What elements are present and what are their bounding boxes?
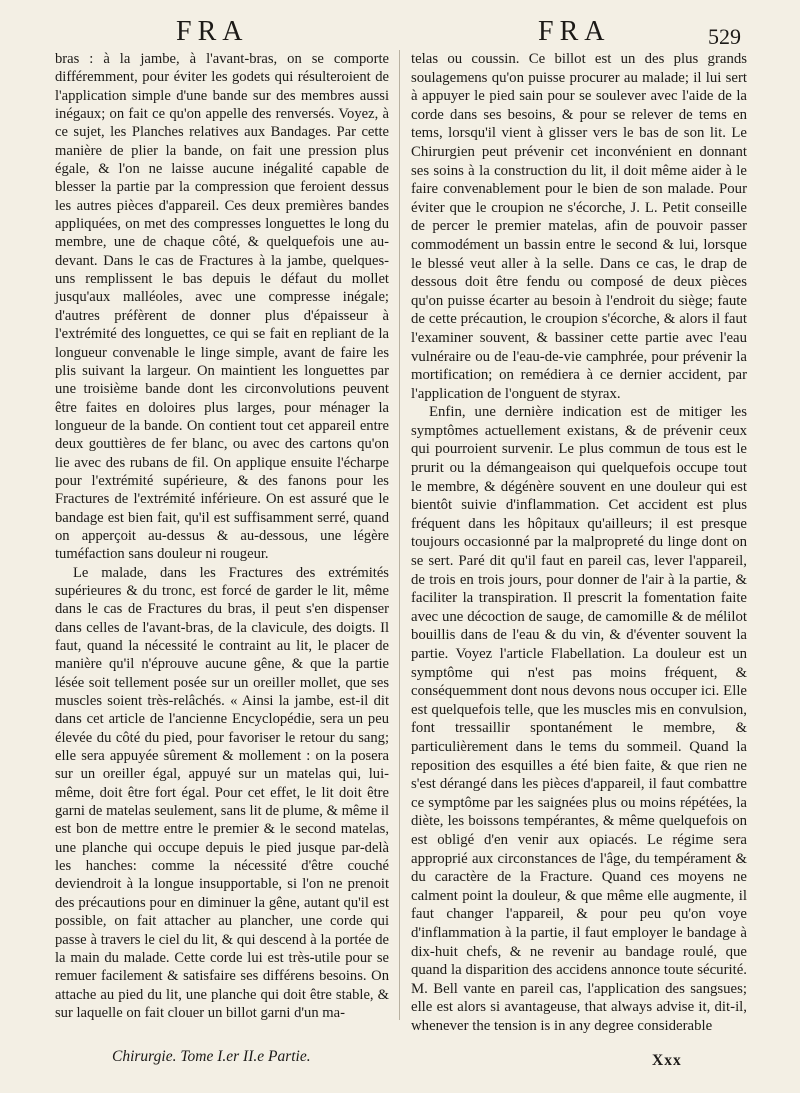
left-paragraph-1: bras : à la jambe, à l'avant-bras, on se comporte différemment, pour éviter les godets qui résulteroient de l'application simple d'une bande sur des membres aussi inégaux; on fait ce qu'on appelle des renversés. Voyez, à ce sujet, les Planches relatives aux Bandages. Par cette manière de plier la bande, on fait une pression plus égale, & l'on ne laisse aucune inégalité capable de blesser la partie par la compression que feroient dessus les autres pièces d'appareil. Ces deux premières bandes appliquées, on met des compresses longuettes le long du membre, une de chaque côté, & quelquefois une au-devant. Dans le cas de Fractures à la jambe, quelques-uns remplissent le bas depuis le défaut du mollet jusqu'aux malléoles, avec une compresse inégale; d'autres préfèrent de donner plus d'épaisseur à l'extrémité des longuettes, ce qui se fait en repliant de la longueur convenable le linge simple, avant de faire les plis suivant la largeur. On maintient les longuettes par une troisième bande dont les circonvolutions peuvent être faites en doloires plus larges, pour ménager la longueur de la bande. On contient tout cet appareil entre deux gouttières de fer blanc, ou avec des cartons qu'on lie avec des rubans de fil. On applique ensuite l'écharpe pour l'extrémité supérieure, & des fanons pour les Fractures de l'extrémité inférieure. On est assuré que le bandage est bien fait, qu'il est suffisamment serré, quand on apperçoit au-dessus & au-dessous, une légère tuméfaction sans douleur ni rougeur. xyxy=(55,51,389,563)
signature-line: Chirurgie. Tome I.er II.e Partie. xyxy=(112,1048,311,1065)
running-head-left: FRA xyxy=(176,16,249,47)
column-divider xyxy=(399,50,400,1020)
page-number: 529 xyxy=(708,24,741,49)
running-head-right: FRA xyxy=(538,16,611,47)
right-paragraph-1: telas ou coussin. Ce billot est un des plus grands soulagemens qu'on puisse procurer au malade; il lui sert à appuyer le pied sain pour se soulever avec l'aide de la corde dans ses besoins, & pour se relever de tems en tems, lorsqu'il vient à glisser vers le bas de son lit. Le Chirurgien peut prévenir cet inconvénient en donnant ses soins à la construction du lit, il doit même aider à le faire convenablement pour le bien de son malade. Pour éviter que le croupion ne s'écorche, J. L. Petit conseille de percer le premier matelas, afin de pouvoir passer commodément un bassin entre le second & lui, lorsque le blessé veut aller à la selle. Dans ce cas, le drap de dessous doit être fendu ou composé de deux pièces qu'on puisse écarter au besoin à l'endroit du siège; faute de cette précaution, le croupion s'écorche, & alors il faut l'examiner souvent, & bassiner cette partie avec l'eau vulnéraire ou de l'eau-de-vie camphrée, pour prévenir la mortification; on remédiera à ce dernier accident, par l'application de l'onguent de styrax. xyxy=(411,51,747,402)
right-column xyxy=(411,50,747,1035)
page-header xyxy=(0,10,800,49)
signature-mark: Xxx xyxy=(652,1052,682,1069)
left-paragraph-2: Le malade, dans les Fractures des extrémités supérieures & du tronc, est forcé de garder le lit, même dans le cas de Fractures du bras, il peut s'en dispenser dans celles de l'avant-bras, de la clavicule, des doigts. Il faut, quand la nécessité le contraint au lit, le placer de manière qu'il n'éprouve aucune gêne, & que la partie lésée soit tellement posée sur un oreiller mollet, que ses muscles soient très-relâchés. « Ainsi la jambe, est-il dit dans cet article de l'ancienne Encyclopédie, sera un peu élevée du côté du pied, pour favoriser le retour du sang; elle sera appuyée sûrement & mollement : on la posera sur un oreiller égal, appuyé sur un matelas qui, lui-même, doit être fort égal. Pour cet effet, le lit doit être garni de matelas seulement, sans lit de plume, & même il est bon de mettre entre le premier & le second matelas, une planche qui occupe depuis le pied jusque par-delà les hanches: comme la nécessité d'être couché deviendroit à la longue insupportable, si l'on ne prenoit des précautions pour en diminuer la gêne, autant qu'il est possible, on fait attacher au plancher, une corde qui passe à travers le ciel du lit, & qui descend à la portée de la main du malade. Cette corde lui est très-utile pour se remuer facilement & satisfaire ses différens besoins. On attache au pied du lit, une planche qui doit être stable, & sur laquelle on fait clouer un billot garni d'un ma- xyxy=(55,564,389,1021)
left-column xyxy=(55,50,389,1022)
right-paragraph-2: Enfin, une dernière indication est de mitiger les symptômes actuellement existans, & de prévenir ceux qui pourroient survenir. Le plus commun de tous est le prurit ou la démangeaison qui quelquefois occupe tout le membre, & dégénère souvent en une douleur qui est bientôt suivie d'inflammation. Cet accident est plus fréquent dans les hôpitaux qu'ailleurs; il est presque toujours occasionné par la malpropreté du linge dont on se sert. Paré dit qu'il faut en pareil cas, lever l'appareil, de trois en trois jours, pour donner de l'air à la partie, & faciliter la transpiration. Il prescrit la fomentation faite avec une décoction de sauge, de camomille & de mélilot bouillis dans de l'eau & du vin, & d'éventer souvent la partie. Voyez l'article Flabellation. La douleur est un symptôme qui n'est pas moins fréquent, & conséquemment dont nous devons nous occuper ici. Elle est quelquefois telle, que les muscles mis en convulsion, font tressaillir spontanément le membre, & particulièrement dans le tems du sommeil. Quand la reposition des esquilles a été bien faite, & que rien ne s'est dérangé dans les pièces d'appareil, il faut combattre ce symptôme par les saignées plus ou moins répétées, la diète, les boissons tempérantes, & même quelquefois on est obligé d'en venir aux opiacés. Le régime sera approprié aux circonstances de l'âge, du tempérament & du caractère de la Fracture. Quand ces moyens ne calment point la douleur, & que même elle augmente, il faut changer l'appareil, & pour peu qu'on voye d'inflammation à la partie, il faut employer le bandage à dix-huit chefs, & ne revenir au bandage roulé, que quand la disparition des accidens annonce toute sécurité. M. Bell vante en pareil cas, l'application des sangsues; elle est alors si avantageuse, that always advise it, dit-il, whenever the tension is in any degree considerable xyxy=(411,404,747,1034)
